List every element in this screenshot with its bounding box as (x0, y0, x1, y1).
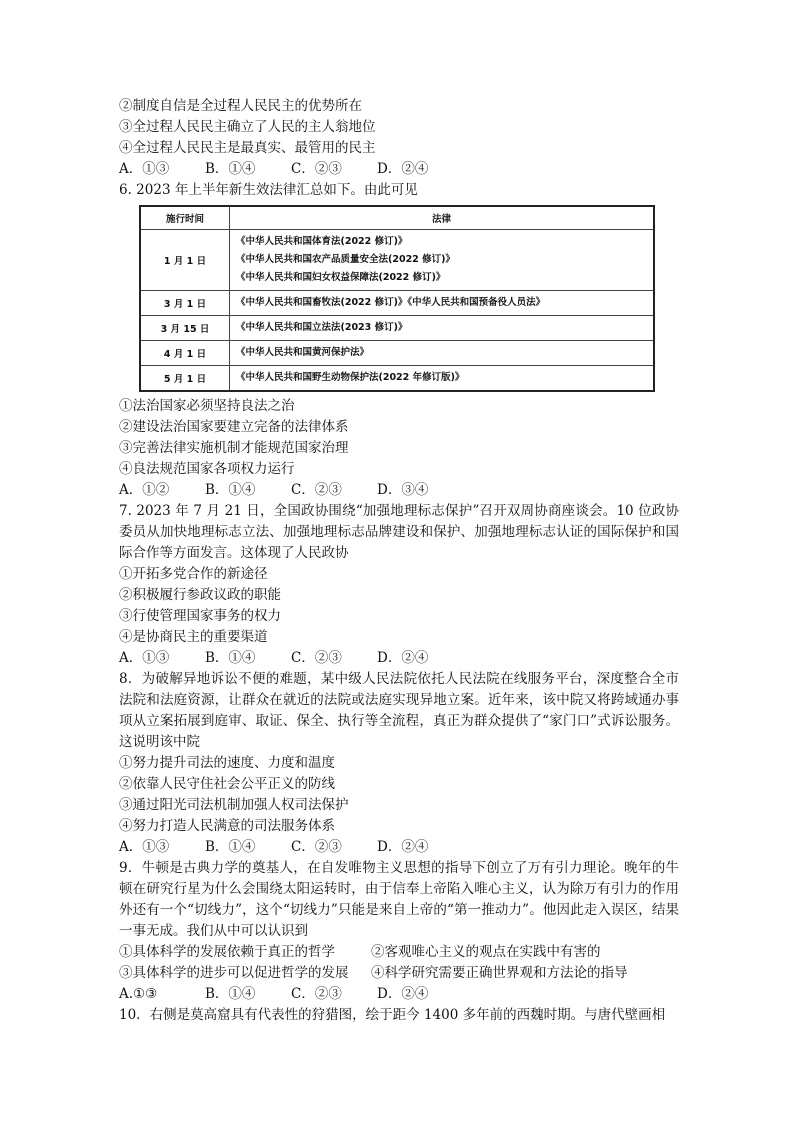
option-d: D．②④ (377, 650, 429, 666)
statement-3: ③完善法律实施机制才能规范国家治理 (119, 440, 349, 456)
table-row (140, 366, 654, 392)
question-stem: 10．右侧是莫高窟具有代表性的狩猎图，绘于距今 1400 多年前的西魏时期。与唐代壁画相 (119, 1007, 666, 1023)
option-c: C．②③ (291, 986, 342, 1002)
statement-3: ③行使管理国家事务的权力 (119, 608, 281, 624)
option-b: B．①④ (205, 839, 256, 855)
question-8 (119, 669, 679, 858)
exam-page (119, 96, 679, 1026)
law-name: 《中华人民共和国体育法(2022 修订)》 (236, 236, 408, 247)
statement-1: ①开拓多党合作的新途径 (119, 566, 268, 582)
law-name: 《中华人民共和国野生动物保护法(2022 年修订版)》 (230, 366, 655, 392)
law-table (139, 205, 655, 392)
option-c: C．②③ (291, 650, 342, 666)
statement-1: ①努力提升司法的速度、力度和温度 (119, 755, 335, 771)
statement-4: ④努力打造人民满意的司法服务体系 (119, 818, 335, 834)
effective-date: 1 月 1 日 (140, 230, 230, 291)
question-9 (119, 858, 679, 1005)
question-stem: 6. 2023 年上半年新生效法律汇总如下。由此可见 (119, 182, 418, 198)
effective-date: 5 月 1 日 (140, 366, 230, 392)
option-a: A．①③ (119, 161, 170, 177)
table-header-law: 法律 (230, 206, 655, 230)
statement-3: ③通过阳光司法机制加强人权司法保护 (119, 797, 349, 813)
option-d: D．③④ (377, 482, 429, 498)
table-header-date: 施行时间 (140, 206, 230, 230)
answer-options (119, 480, 679, 501)
question-10 (119, 1005, 679, 1026)
option-c: C．②③ (291, 482, 342, 498)
statement-1: ①法治国家必须坚持良法之治 (119, 398, 295, 414)
statement-4: ④全过程人民民主是最真实、最管用的民主 (119, 140, 376, 156)
option-a: A.①③ (119, 986, 158, 1002)
option-c: C．②③ (291, 161, 342, 177)
answer-options (119, 159, 679, 180)
option-a: A．①③ (119, 839, 170, 855)
table-row (140, 316, 654, 341)
effective-date: 4 月 1 日 (140, 341, 230, 366)
statement-2: ②客观唯心主义的观点在实践中有害的 (371, 944, 601, 960)
statement-2: ②建设法治国家要建立完备的法律体系 (119, 419, 349, 435)
statement-4: ④良法规范国家各项权力运行 (119, 461, 295, 477)
answer-options (119, 648, 679, 669)
statement-2: ②依靠人民守住社会公平正义的防线 (119, 776, 335, 792)
question-stem: 8．为破解异地诉讼不便的难题，某中级人民法院依托人民法院在线服务平台，深度整合全市法院和法庭资源，让群众在就近的法院或法庭实现异地立案。近年来，该中院又将跨域通办事项从立案拓展到庭审、取证、保全、执行等全流程，真正为群众提供了“家门口”式诉讼服务。这说明该中院 (119, 671, 679, 750)
option-b: B．①④ (205, 161, 256, 177)
statement-4: ④是协商民主的重要渠道 (119, 629, 268, 645)
answer-options (119, 984, 679, 1005)
option-d: D．②④ (377, 986, 429, 1002)
statement-3: ③全过程人民民主确立了人民的主人翁地位 (119, 119, 376, 135)
effective-date: 3 月 1 日 (140, 291, 230, 316)
option-d: D．②④ (377, 161, 429, 177)
table-row (140, 291, 654, 316)
option-b: B．①④ (205, 986, 256, 1002)
question-7 (119, 501, 679, 669)
question-6 (119, 180, 679, 501)
option-a: A．①② (119, 482, 170, 498)
statement-2: ②制度自信是全过程人民民主的优势所在 (119, 98, 362, 114)
statement-2: ②积极履行参政议政的职能 (119, 587, 281, 603)
table-row (140, 230, 654, 291)
law-name: 《中华人民共和国立法法(2023 修订)》 (230, 316, 655, 341)
law-name: 《中华人民共和国妇女权益保障法(2022 修订)》 (236, 272, 446, 283)
option-a: A．①③ (119, 650, 170, 666)
option-b: B．①④ (205, 482, 256, 498)
statement-row (119, 942, 679, 963)
question-5-tail (119, 96, 679, 180)
effective-date: 3 月 15 日 (140, 316, 230, 341)
option-c: C．②③ (291, 839, 342, 855)
table-row (140, 341, 654, 366)
statement-4: ④科学研究需要正确世界观和方法论的指导 (371, 965, 628, 981)
answer-options (119, 837, 679, 858)
question-stem: 9．牛顿是古典力学的奠基人，在自发唯物主义思想的指导下创立了万有引力理论。晚年的牛顿在研究行星为什么会围绕太阳运转时，由于信奉上帝陷入唯心主义，认为除万有引力的作用外还有一个“切线力”，这个“切线力”只能是来自上帝的“第一推动力”。他因此走入误区，结果一事无成。我们从中可以认识到 (119, 860, 679, 939)
statement-row (119, 963, 679, 984)
option-d: D．②④ (377, 839, 429, 855)
law-name: 《中华人民共和国农产品质量安全法(2022 修订)》 (236, 254, 455, 265)
statement-3: ③具体科学的进步可以促进哲学的发展 (119, 965, 349, 981)
law-name: 《中华人民共和国畜牧法(2022 修订)》《中华人民共和国预备役人员法》 (230, 291, 655, 316)
question-stem: 7. 2023 年 7 月 21 日，全国政协围绕“加强地理标志保护”召开双周协商座谈会。10 位政协委员从加快地理标志立法、加强地理标志品牌建设和保护、加强地理标志认证的国际保护和国际合作等方面发言。这体现了人民政协 (119, 503, 679, 561)
statement-1: ①具体科学的发展依赖于真正的哲学 (119, 944, 335, 960)
law-name: 《中华人民共和国黄河保护法》 (230, 341, 655, 366)
option-b: B．①④ (205, 650, 256, 666)
